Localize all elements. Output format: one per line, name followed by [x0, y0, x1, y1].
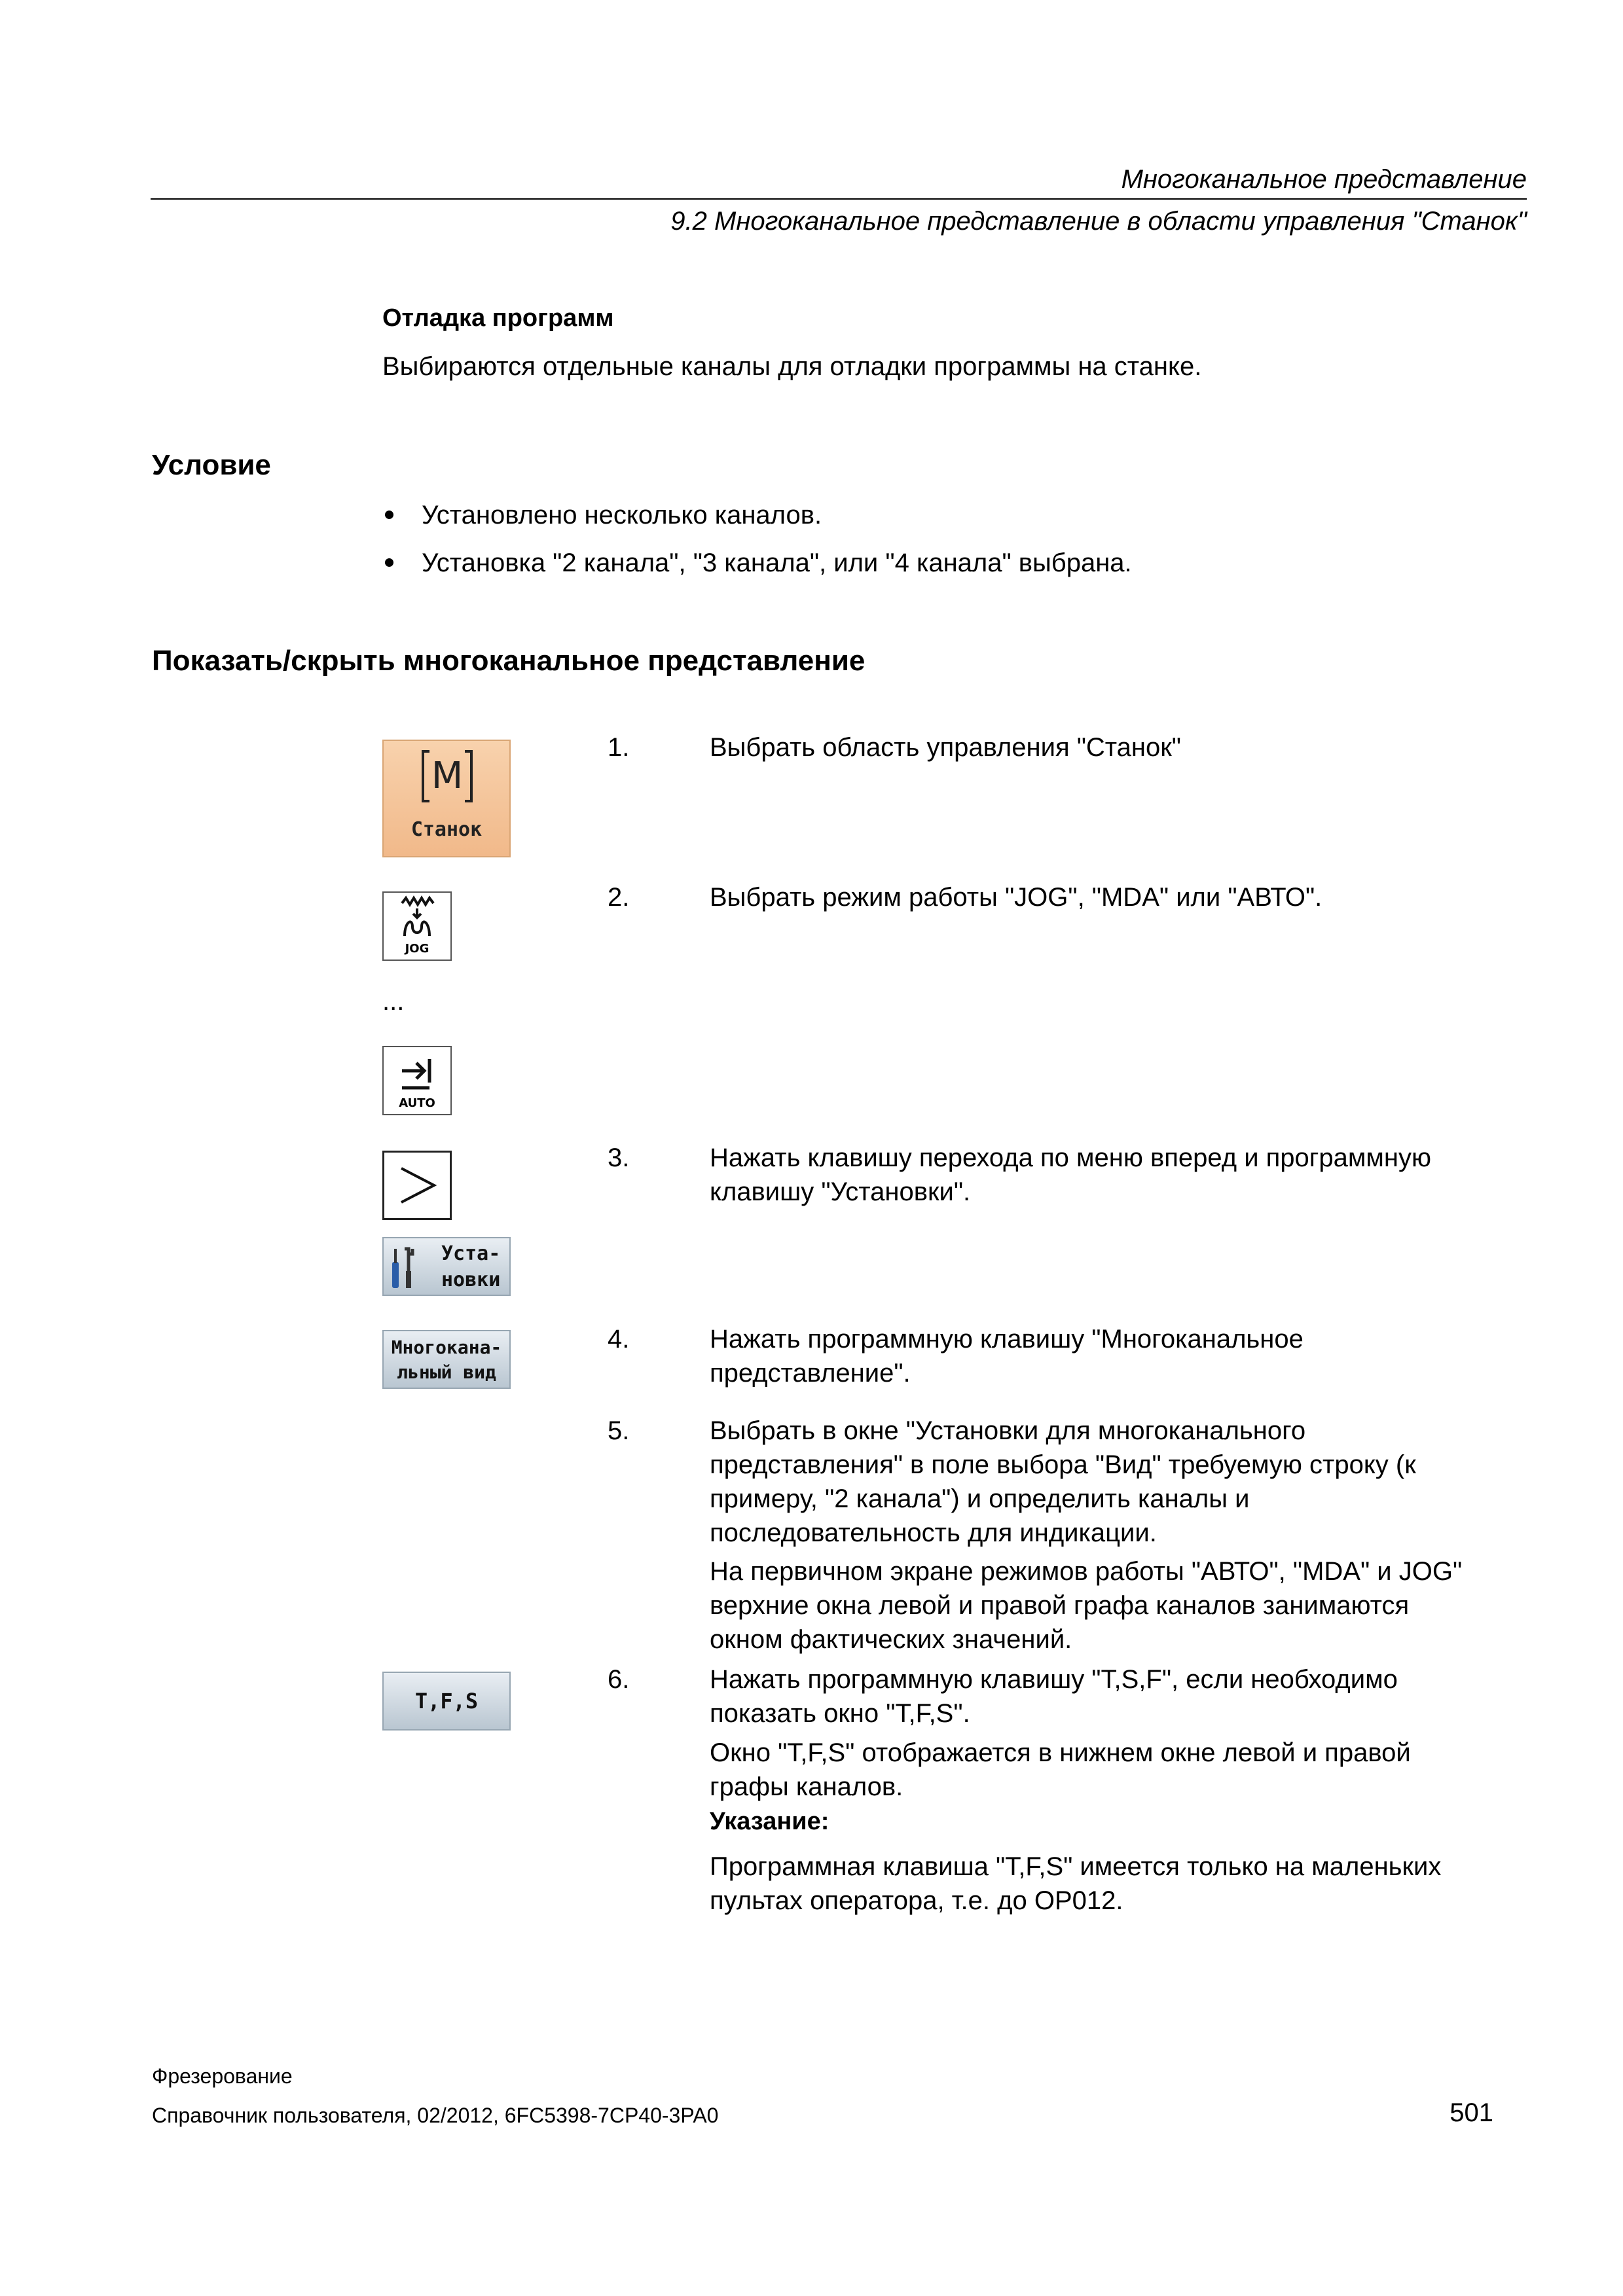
- footer-product: Фрезерование: [152, 2064, 293, 2088]
- auto-caption: AUTO: [399, 1096, 435, 1110]
- page-number: 501: [1450, 2098, 1493, 2127]
- step-line: Выбрать в окне "Установки для многоканального: [710, 1416, 1306, 1445]
- step-number: 2.: [608, 883, 630, 912]
- running-header-subtitle: 9.2 Многоканальное представление в области управления "Станок": [670, 207, 1527, 236]
- notice-heading: Указание:: [710, 1808, 830, 1835]
- step-line: Выбрать режим работы "JOG", "MDA" или "АВТО".: [710, 883, 1322, 912]
- machine-icon: M: [422, 750, 473, 802]
- header-rule: [151, 198, 1527, 200]
- step-text: [710, 1322, 1528, 1390]
- note-line: Окно "T,F,S" отображается в нижнем окне левой и правой: [710, 1738, 1411, 1767]
- step-number: 6.: [608, 1665, 630, 1694]
- step-line: Нажать клавишу перехода по меню вперед и программную: [710, 1143, 1431, 1172]
- step-line: Нажать программную клавишу "T,S,F", если необходимо: [710, 1665, 1398, 1694]
- notice-text: [710, 1850, 1528, 1918]
- condition-bullet-2: Установка "2 канала", "3 канала", или "4 канала" выбрана.: [422, 548, 1132, 577]
- note-line: окном фактических значений.: [710, 1625, 1072, 1654]
- tfs-label: T,F,S: [414, 1689, 479, 1713]
- jog-icon: [384, 895, 450, 945]
- step-number: 1.: [608, 733, 630, 762]
- settings-label-line2: новки: [441, 1268, 501, 1291]
- footer-manual-info: Справочник пользователя, 02/2012, 6FC5398-7CP40-3PA0: [152, 2104, 719, 2127]
- jog-mode-key[interactable]: [382, 891, 452, 961]
- step-line: представление".: [710, 1359, 911, 1388]
- step-line: примеру, "2 канала") и определить каналы и: [710, 1484, 1250, 1513]
- condition-bullet-1: Установлено несколько каналов.: [422, 501, 822, 529]
- step-line: представления" в поле выбора "Вид" требуемую строку (к: [710, 1450, 1416, 1479]
- jog-caption: JOG: [405, 942, 429, 956]
- step-line: клавишу "Установки".: [710, 1177, 971, 1206]
- settings-label-line1: Уста-: [441, 1242, 501, 1265]
- multichannel-label-line2: льный вид: [397, 1361, 496, 1383]
- menu-forward-key[interactable]: [382, 1151, 452, 1220]
- step-number: 3.: [608, 1143, 630, 1172]
- multichannel-label-line1: Многокана-: [391, 1336, 502, 1358]
- step-number: 4.: [608, 1325, 630, 1354]
- auto-mode-key[interactable]: [382, 1046, 452, 1115]
- ellipsis: ...: [382, 987, 405, 1016]
- step-line: последовательность для индикации.: [710, 1518, 1157, 1547]
- show-hide-heading: Показать/скрыть многоканальное представление: [152, 645, 866, 677]
- debug-heading: Отладка программ: [382, 304, 614, 332]
- step-number: 5.: [608, 1416, 630, 1445]
- step5-note: [710, 1554, 1528, 1657]
- note-line: Программная клавиша "T,F,S" имеется только на маленьких: [710, 1852, 1442, 1881]
- step-text: [710, 730, 1528, 764]
- debug-text: Выбираются отдельные каналы для отладки программы на станке.: [382, 352, 1202, 381]
- step-text: [710, 880, 1528, 914]
- step-line: Выбрать область управления "Станок": [710, 733, 1181, 762]
- condition-heading: Условие: [152, 449, 271, 481]
- note-line: верхние окна левой и правой графа каналов занимаются: [710, 1591, 1410, 1620]
- settings-softkey[interactable]: [382, 1237, 511, 1296]
- auto-icon: [384, 1051, 450, 1101]
- machine-area-softkey[interactable]: [382, 740, 511, 857]
- multichannel-view-softkey[interactable]: [382, 1330, 511, 1389]
- step-text: [710, 1141, 1528, 1209]
- note-line: На первичном экране режимов работы "АВТО", "MDA" и JOG": [710, 1557, 1463, 1586]
- note-line: пультах оператора, т.е. до OP012.: [710, 1886, 1123, 1915]
- step-line: показать окно "T,F,S".: [710, 1699, 970, 1728]
- tools-icon: [389, 1245, 415, 1291]
- step6-note: [710, 1736, 1528, 1804]
- running-header-title: Многоканальное представление: [1121, 165, 1527, 194]
- bullet-dot: [385, 511, 393, 519]
- bullet-dot: [385, 558, 393, 567]
- note-line: графы каналов.: [710, 1772, 903, 1801]
- machine-area-label: Станок: [410, 818, 483, 841]
- step-text: [710, 1662, 1528, 1731]
- tfs-softkey[interactable]: [382, 1672, 511, 1731]
- step-line: Нажать программную клавишу "Многоканальное: [710, 1325, 1304, 1354]
- step-text: [710, 1414, 1528, 1550]
- chevron-right-icon: [384, 1153, 450, 1218]
